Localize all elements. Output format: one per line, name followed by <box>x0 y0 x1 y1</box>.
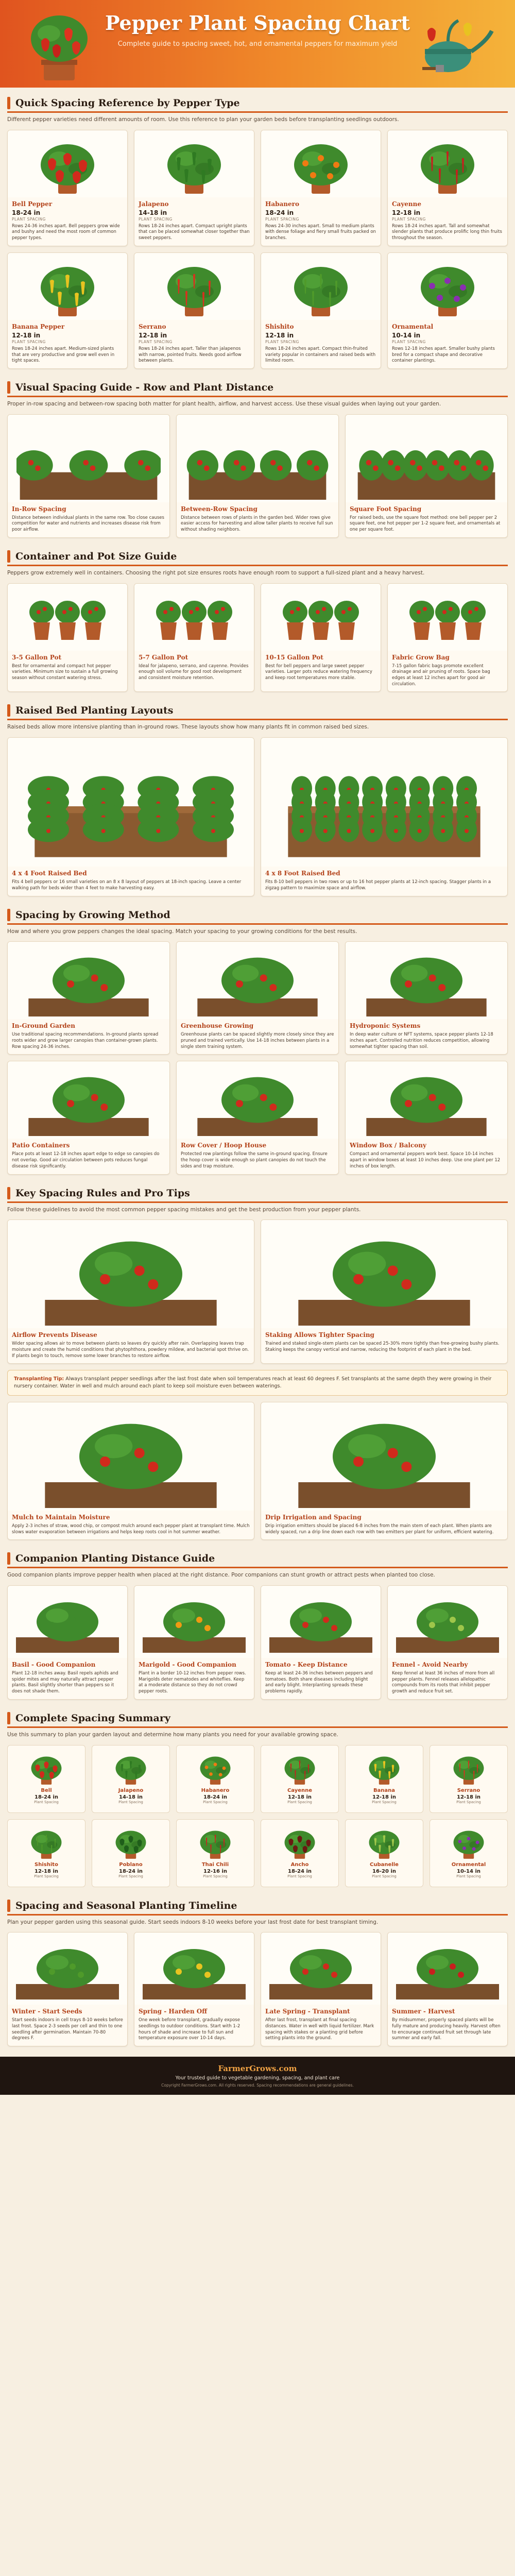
info-card <box>176 414 339 538</box>
info-card <box>7 252 128 369</box>
pepper-plant-icon <box>195 1750 236 1785</box>
card-description: Rows 24-36 inches apart. Bell peppers grow wide and bushy and need the most room of common pepper types. <box>12 223 120 241</box>
info-card <box>387 1932 508 2046</box>
spacing-label: PLANT SPACING <box>139 216 173 222</box>
section-intro: Use this summary to plan your garden layout and determine how many plants you need for your available growing space. <box>7 1731 338 1738</box>
card-description: Rows 18-24 inches apart. Tall and somewhat slender plants that produce prolific long thin fruits throughout the season. <box>392 223 502 241</box>
card-title: 5-7 Gallon Pot <box>139 653 188 661</box>
card-description: Rows 12-18 inches apart. Smaller bushy plants bred for a compact shape and decorative container plantings. <box>392 346 495 364</box>
raised-bed-icon <box>266 740 503 864</box>
spacing-label: PLANT SPACING <box>12 216 46 222</box>
spacing-distance: 18-24 in <box>287 1868 312 1874</box>
raised-bed-section <box>0 695 515 899</box>
section-intro: Raised beds allow more intensive planting than in-ground rows. These layouts show how many plants fit in common raised bed sizes. <box>7 724 369 731</box>
info-card <box>134 1932 254 2046</box>
info-card <box>345 414 508 538</box>
card-title: Winter - Start Seeds <box>12 2008 82 2015</box>
pepper-name: Bell <box>41 1787 52 1793</box>
card-title: In-Ground Garden <box>12 1022 76 1030</box>
card-description: Best for ornamental and compact hot pepper varieties. Minimum size to sustain a full growing season without constant watering stress. <box>12 663 118 681</box>
illustration-icon <box>143 1935 246 2002</box>
summary-card <box>430 1819 508 1887</box>
card-title: 10-15 Gallon Pot <box>265 653 323 661</box>
card-title: Ornamental <box>392 323 434 330</box>
spacing-label: Plant Spacing <box>287 1874 312 1878</box>
spacing-distance: 12-18 in <box>392 209 421 216</box>
pepper-card-grid <box>7 130 508 369</box>
spacing-distance: 12-18 in <box>372 1794 396 1800</box>
spacing-label: Plant Spacing <box>287 1800 312 1804</box>
section-intro: Good companion plants improve pepper health when placed at the right distance. Poor companions can stunt growth or attract pests when planted too close. <box>7 1572 435 1579</box>
info-card <box>387 130 508 246</box>
footer-tagline: Your trusted guide to vegetable gardening, spacing, and plant care <box>175 2075 340 2081</box>
garden-illustration <box>16 417 161 500</box>
section-intro: Proper in-row spacing and between-row spacing both matter for plant health, airflow, and harvest access. Use these visual guides when laying out your garden. <box>7 401 441 407</box>
illustration-icon <box>396 1588 499 1655</box>
info-card <box>387 1585 508 1700</box>
card-title: Marigold - Good Companion <box>139 1661 236 1669</box>
tip-text: Always transplant pepper seedlings after the last frost date when soil temperatures reach at least 60 degrees F. Set transplants at the same depth they were growing in their nursery container. Water in well and mulch around each plant to keep soil moisture even between waterings. <box>14 1376 492 1389</box>
info-card <box>7 1402 254 1540</box>
info-card <box>7 1932 128 2046</box>
summary-section <box>0 1703 515 1890</box>
spacing-distance: 12-18 in <box>456 1794 480 1800</box>
card-title: Drip Irrigation and Spacing <box>265 1513 362 1521</box>
quick-reference-section <box>0 88 515 372</box>
illustration-icon <box>16 944 161 1016</box>
card-title: Staking Allows Tighter Spacing <box>265 1331 374 1339</box>
info-card <box>134 1585 254 1700</box>
card-title: 4 x 8 Foot Raised Bed <box>265 870 340 877</box>
card-description: Ideal for jalapeno, serrano, and cayenne. Provides enough soil volume for good root development and consistent moisture retention. <box>139 663 249 681</box>
card-description: Plant in a border 10-12 inches from pepper rows. Marigolds deter nematodes and whiteflies. Keep at a moderate distance so they do not crowd pepper roots. <box>139 1671 246 1694</box>
card-title: Spring - Harden Off <box>139 2008 208 2015</box>
card-title: Shishito <box>265 323 294 330</box>
summary-card <box>430 1745 508 1813</box>
card-title: Fennel - Avoid Nearby <box>392 1661 468 1669</box>
card-title: Mulch to Maintain Moisture <box>12 1513 110 1521</box>
summary-card-grid <box>7 1745 508 1887</box>
spacing-distance: 14-18 in <box>118 1794 143 1800</box>
pepper-name: Ancho <box>290 1861 309 1868</box>
card-description: Drip irrigation emitters should be placed 6-8 inches from the main stem of each plant. When plants are widely spaced, run a drip line down each row with two emitters per plant for uniform, efficient watering. <box>265 1523 494 1535</box>
section-title: Spacing by Growing Method <box>15 909 170 921</box>
spacing-label: Plant Spacing <box>372 1800 397 1804</box>
companion-section <box>0 1543 515 1703</box>
info-card <box>345 1061 508 1174</box>
card-description: Greenhouse plants can be spaced slightly more closely since they are pruned and trained vertically. Use 14-18 inches between plants in a single stem training system. <box>181 1032 334 1049</box>
card-title: Greenhouse Growing <box>181 1022 254 1030</box>
info-card <box>261 130 381 246</box>
spacing-label: PLANT SPACING <box>392 339 426 344</box>
spacing-label: PLANT SPACING <box>12 339 46 344</box>
summary-card <box>261 1819 339 1887</box>
pepper-plant-icon <box>411 133 484 195</box>
card-title: Jalapeno <box>139 200 169 208</box>
container-pot-icon <box>396 586 499 648</box>
info-card <box>7 583 128 692</box>
section-title: Visual Spacing Guide - Row and Plant Distance <box>15 382 274 393</box>
pepper-plant-icon <box>158 133 230 195</box>
summary-card <box>176 1745 254 1813</box>
card-description: Plant 12-18 inches away. Basil repels aphids and spider mites and may naturally attract pepper plants. Basil slightly shorter than peppers so it does not shade them. <box>12 1671 118 1694</box>
footer-copyright: Copyright FarmerGrows.com. All rights reserved. Spacing recommendations are general guidelines. <box>161 2083 354 2088</box>
summary-card <box>176 1819 254 1887</box>
illustration-icon <box>396 1935 499 2002</box>
pepper-name: Banana <box>373 1787 396 1793</box>
spacing-label: Plant Spacing <box>203 1874 228 1878</box>
rules-card-grid <box>7 1219 508 1364</box>
pepper-name: Thai Chili <box>201 1861 229 1868</box>
section-title: Container and Pot Size Guide <box>15 550 177 562</box>
pepper-plant-icon <box>158 256 230 317</box>
info-card <box>261 583 381 692</box>
info-card <box>261 1585 381 1700</box>
spacing-distance: 12-18 in <box>34 1868 58 1874</box>
spacing-label: Plant Spacing <box>34 1874 59 1878</box>
timeline-section <box>0 1890 515 2050</box>
rules-card-grid <box>7 1402 508 1540</box>
card-description: Rows 18-24 inches apart. Compact thin-fruited variety popular in containers and raised beds with limited room. <box>265 346 376 364</box>
card-title: Window Box / Balcony <box>350 1142 426 1149</box>
card-description: Rows 18-24 inches apart. Compact upright plants that can be placed somewhat closer together than sweet peppers. <box>139 223 250 241</box>
pepper-plant-icon <box>110 1750 151 1785</box>
card-title: Hydroponic Systems <box>350 1022 421 1030</box>
card-description: Apply 2-3 inches of straw, wood chip, or compost mulch around each pepper plant at transplant time. Mulch slows water evaporation between irrigations and helps keep roots cool in hot summer weather. <box>12 1523 250 1535</box>
card-description: Distance between individual plants in the same row. Too close causes competition for water and nutrients and increases disease risk from poor airflow. <box>12 515 164 533</box>
section-title: Complete Spacing Summary <box>15 1712 170 1724</box>
info-card <box>7 414 170 538</box>
card-description: Use traditional spacing recommendations. In-ground plants spread roots wider and grow larger canopies than container-grown plants. Row spacing 24-36 inches. <box>12 1032 159 1049</box>
card-description: Rows 18-24 inches apart. Taller than jalapenos with narrow, pointed fruits. Needs good airflow between plants. <box>139 346 242 364</box>
pepper-name: Serrano <box>457 1787 480 1793</box>
card-description: In deep water culture or NFT systems, space pepper plants 12-18 inches apart. Controlled nutrition reduces competition, allowing somewhat tighter spacing than soil. <box>350 1032 493 1049</box>
card-title: Airflow Prevents Disease <box>12 1331 97 1339</box>
card-title: Square Foot Spacing <box>350 505 422 513</box>
footer-brand[interactable]: FarmerGrows.com <box>218 2064 297 2074</box>
pepper-plant-icon <box>279 1750 320 1785</box>
pepper-name: Cayenne <box>287 1787 313 1793</box>
card-title: Summer - Harvest <box>392 2008 455 2015</box>
section-title: Spacing and Seasonal Planting Timeline <box>15 1900 237 1911</box>
illustration-icon <box>354 944 499 1016</box>
section-intro: Peppers grow extremely well in containers. Choosing the right pot size ensures roots have enough room to support a full-sized plant and a heavy harvest. <box>7 569 425 576</box>
card-title: Row Cover / Hoop House <box>181 1142 267 1149</box>
spacing-label: PLANT SPACING <box>139 339 173 344</box>
illustration-icon <box>23 1405 239 1508</box>
info-card <box>134 252 254 369</box>
section-intro: Different pepper varieties need different amounts of room. Use this reference to plan your garden beds before transplanting seedlings outdoors. <box>7 116 399 123</box>
info-card <box>134 583 254 692</box>
card-description: Keep at least 24-36 inches between peppers and tomatoes. Both share diseases including blight and early blight. Interplanting spreads these problems rapidly. <box>265 1671 373 1694</box>
card-description: Compact and ornamental peppers work best. Space 10-14 inches apart in window boxes at least 10 inches deep. Use one plant per 12 inches of box length. <box>350 1151 501 1169</box>
info-card <box>7 1061 170 1174</box>
card-description: Protected row plantings follow the same in-ground spacing. Ensure the hoop cover is wide enough so plant canopies do not touch the sides and trap moisture. <box>181 1151 328 1169</box>
info-card <box>261 737 508 896</box>
pepper-name: Cubanelle <box>370 1861 399 1868</box>
tip-label: Transplanting Tip: <box>14 1376 64 1382</box>
spacing-distance: 12-18 in <box>265 331 294 339</box>
spacing-label: Plant Spacing <box>34 1800 59 1804</box>
spacing-distance: 12-18 in <box>12 331 41 339</box>
pepper-plant-icon <box>31 256 104 317</box>
card-description: By midsummer, properly spaced plants will be fully mature and producing heavily. Harvest often to encourage continued fruit set through late summer and early fall. <box>392 2018 501 2041</box>
spacing-distance: 12-18 in <box>287 1794 312 1800</box>
illustration-icon <box>276 1405 492 1508</box>
info-card <box>261 1932 381 2046</box>
garden-illustration <box>185 417 330 500</box>
growing-method-section <box>0 900 515 1178</box>
pepper-plant-icon <box>285 133 357 195</box>
info-card <box>7 1219 254 1364</box>
illustration-icon <box>269 1588 372 1655</box>
card-description: For raised beds, use the square foot method: one bell pepper per 2 square feet, one hot pepper per 1-2 square feet, and ornamentals at one per square foot. <box>350 515 501 533</box>
spacing-label: PLANT SPACING <box>265 216 299 222</box>
card-description: Rows 24-30 inches apart. Small to medium plants with dense foliage and fiery small fruits packed on branches. <box>265 223 376 241</box>
pepper-plant-icon <box>364 1824 405 1859</box>
section-intro: Plan your pepper garden using this seasonal guide. Start seeds indoors 8-10 weeks before your last frost date for best transplant timing. <box>7 1919 379 1925</box>
info-card <box>134 130 254 246</box>
card-title: Serrano <box>139 323 166 330</box>
card-description: Fits 8-10 bell peppers in two rows or up to 16 hot pepper plants at 12-inch spacing. Stagger plants in a zigzag pattern to maximize space and airflow. <box>265 879 491 891</box>
card-description: 7-15 gallon fabric bags promote excellent drainage and air pruning of roots. Space bag edges at least 12 inches apart for good air circulation. <box>392 663 490 687</box>
summary-card <box>261 1745 339 1813</box>
pepper-name: Poblano <box>119 1861 143 1868</box>
card-title: Late Spring - Transplant <box>265 2008 350 2015</box>
container-section <box>0 541 515 696</box>
info-card <box>261 1219 508 1364</box>
card-description: Rows 18-24 inches apart. Medium-sized plants that are very productive and grow well even in tight spaces. <box>12 346 115 364</box>
card-title: Patio Containers <box>12 1142 70 1149</box>
pepper-plant-icon <box>279 1824 320 1859</box>
info-card <box>261 1402 508 1540</box>
illustration-icon <box>143 1588 246 1655</box>
illustration-icon <box>354 1064 499 1136</box>
spacing-distance: 16-20 in <box>372 1868 396 1874</box>
container-card-grid <box>7 583 508 692</box>
info-card <box>7 941 170 1055</box>
card-title: Between-Row Spacing <box>181 505 258 513</box>
info-card <box>7 737 254 896</box>
card-title: Tomato - Keep Distance <box>265 1661 348 1669</box>
pepper-plant-icon <box>448 1750 489 1785</box>
pepper-plant-icon <box>31 133 104 195</box>
pepper-name: Shishito <box>35 1861 58 1868</box>
illustration-icon <box>276 1223 492 1326</box>
illustration-icon <box>16 1064 161 1136</box>
visual-spacing-section <box>0 372 515 541</box>
summary-card <box>345 1745 423 1813</box>
card-description: After last frost, transplant at final spacing distances. Water in well with liquid fertilizer. Mark spacing with stakes or a planting grid before setting plants into the ground. <box>265 2018 374 2041</box>
pepper-name: Ornamental <box>451 1861 486 1868</box>
page-subtitle: Complete guide to spacing sweet, hot, and ornamental peppers for maximum yield <box>117 40 398 48</box>
card-title: Cayenne <box>392 200 422 208</box>
pepper-name: Jalapeno <box>118 1787 144 1793</box>
info-card <box>261 252 381 369</box>
section-intro: Follow these guidelines to avoid the most common pepper spacing mistakes and get the best production from your pepper plants. <box>7 1206 361 1213</box>
illustration-icon <box>23 1223 239 1326</box>
pepper-plant-icon <box>26 1750 67 1785</box>
spacing-label: Plant Spacing <box>456 1874 481 1878</box>
page-title: Pepper Plant Spacing Chart <box>105 11 410 35</box>
card-description: Trained and staked single-stem plants can be spaced 25-30% more tightly than free-growing bushy plants. Staking keeps the canopy vertical and narrow, reducing the footprint of each plant in the bed. <box>265 1341 500 1352</box>
spacing-label: PLANT SPACING <box>265 339 299 344</box>
spacing-label: Plant Spacing <box>118 1874 143 1878</box>
card-title: Banana Pepper <box>12 323 65 330</box>
illustration-icon <box>185 1064 330 1136</box>
pepper-name: Habanero <box>201 1787 230 1793</box>
pepper-plant-icon <box>364 1750 405 1785</box>
pepper-plant-icon <box>195 1824 236 1859</box>
card-description: Distance between rows of plants in the garden bed. Wider rows give easier access for harvesting and allow taller plants to receive full sun without shading neighbors. <box>181 515 333 533</box>
pepper-plant-icon <box>411 256 484 317</box>
garden-tools-illustration <box>417 10 494 82</box>
spacing-distance: 12-18 in <box>139 331 167 339</box>
summary-card <box>92 1819 170 1887</box>
card-title: Fabric Grow Bag <box>392 653 450 661</box>
illustration-icon <box>269 1935 372 2002</box>
raised-card-grid <box>7 737 508 896</box>
card-description: Place pots at least 12-18 inches apart edge to edge so canopies do not overlap. Good air circulation between pots reduces fungal disease risk significantly. <box>12 1151 160 1169</box>
info-card <box>176 941 339 1055</box>
section-title: Companion Planting Distance Guide <box>15 1553 215 1565</box>
card-title: 3-5 Gallon Pot <box>12 653 62 661</box>
header <box>0 0 515 88</box>
spacing-label: Plant Spacing <box>372 1874 397 1878</box>
footer <box>0 2057 515 2095</box>
spacing-distance: 12-16 in <box>203 1868 227 1874</box>
card-description: Wider spacing allows air to move between plants so leaves dry quickly after rain. Overlapping leaves trap moisture and create the humid conditions that phytophthora, powdery mildew, and bacterial spot thrive on. If plants begin to touch, remove some lower branches to restore airflow. <box>12 1341 249 1359</box>
card-description: One week before transplant, gradually expose seedlings to outdoor conditions. Start with 1-2 hours of shade and increase to full sun and temperature exposure over 10-14 days. <box>139 2018 241 2041</box>
section-title: Key Spacing Rules and Pro Tips <box>15 1187 190 1199</box>
pepper-plant-icon <box>26 1824 67 1859</box>
card-description: Keep fennel at least 36 inches of more from all pepper plants. Fennel releases allelopathic compounds from its roots that inhibit pepper growth and reduce fruit set. <box>392 1671 495 1694</box>
pepper-plant-icon <box>110 1824 151 1859</box>
info-card <box>387 252 508 369</box>
card-description: Fits 4 bell peppers or 16 small varieties on an 8 x 8 layout of peppers at 18-inch spacing. Leave a center walking path for beds wider than 4 feet to make harvesting easy. <box>12 879 242 891</box>
info-card <box>176 1061 339 1174</box>
summary-card <box>7 1745 85 1813</box>
container-pot-icon <box>143 586 246 648</box>
rules-section <box>0 1178 515 1544</box>
info-card <box>387 583 508 692</box>
container-pot-icon <box>269 586 372 648</box>
spacing-distance: 18-24 in <box>203 1794 227 1800</box>
container-pot-icon <box>16 586 119 648</box>
info-card <box>7 130 128 246</box>
summary-card <box>345 1819 423 1887</box>
garden-illustration <box>354 417 499 500</box>
info-card <box>345 941 508 1055</box>
spacing-label: PLANT SPACING <box>392 216 426 222</box>
section-title: Quick Spacing Reference by Pepper Type <box>15 97 240 109</box>
pepper-plant-icon <box>285 256 357 317</box>
pepper-plant-icon <box>448 1824 489 1859</box>
card-title: In-Row Spacing <box>12 505 66 513</box>
summary-card <box>7 1819 85 1887</box>
visual-card-grid <box>7 414 508 538</box>
illustration-icon <box>185 944 330 1016</box>
spacing-distance: 18-24 in <box>12 209 41 216</box>
raised-bed-icon <box>12 740 249 864</box>
timeline-card-grid <box>7 1932 508 2046</box>
summary-card <box>92 1745 170 1813</box>
card-description: Start seeds indoors in cell trays 8-10 weeks before last frost. Space 2-3 seeds per cell and thin to one seedling after germination. Maintain 70-80 degrees F. <box>12 2018 123 2041</box>
card-description: Best for bell peppers and large sweet pepper varieties. Larger pots reduce watering frequency and keep root temperatures more stable. <box>265 663 372 681</box>
spacing-distance: 18-24 in <box>265 209 294 216</box>
spacing-distance: 10-14 in <box>456 1868 480 1874</box>
spacing-label: Plant Spacing <box>118 1800 143 1804</box>
illustration-icon <box>16 1588 119 1655</box>
card-title: Bell Pepper <box>12 200 53 208</box>
spacing-distance: 18-24 in <box>34 1794 58 1800</box>
transplant-tip <box>7 1370 508 1396</box>
info-card <box>7 1585 128 1700</box>
section-title: Raised Bed Planting Layouts <box>15 705 174 717</box>
spacing-label: Plant Spacing <box>203 1800 228 1804</box>
card-title: Habanero <box>265 200 299 208</box>
spacing-distance: 10-14 in <box>392 331 421 339</box>
spacing-distance: 14-18 in <box>139 209 167 216</box>
method-card-grid <box>7 941 508 1174</box>
companion-card-grid <box>7 1585 508 1700</box>
card-title: Basil - Good Companion <box>12 1661 96 1669</box>
illustration-icon <box>16 1935 119 2002</box>
spacing-label: Plant Spacing <box>456 1800 481 1804</box>
card-title: 4 x 4 Foot Raised Bed <box>12 870 87 877</box>
spacing-distance: 18-24 in <box>118 1868 143 1874</box>
section-intro: How and where you grow peppers changes the ideal spacing. Match your spacing to your growing conditions for the best results. <box>7 928 357 935</box>
